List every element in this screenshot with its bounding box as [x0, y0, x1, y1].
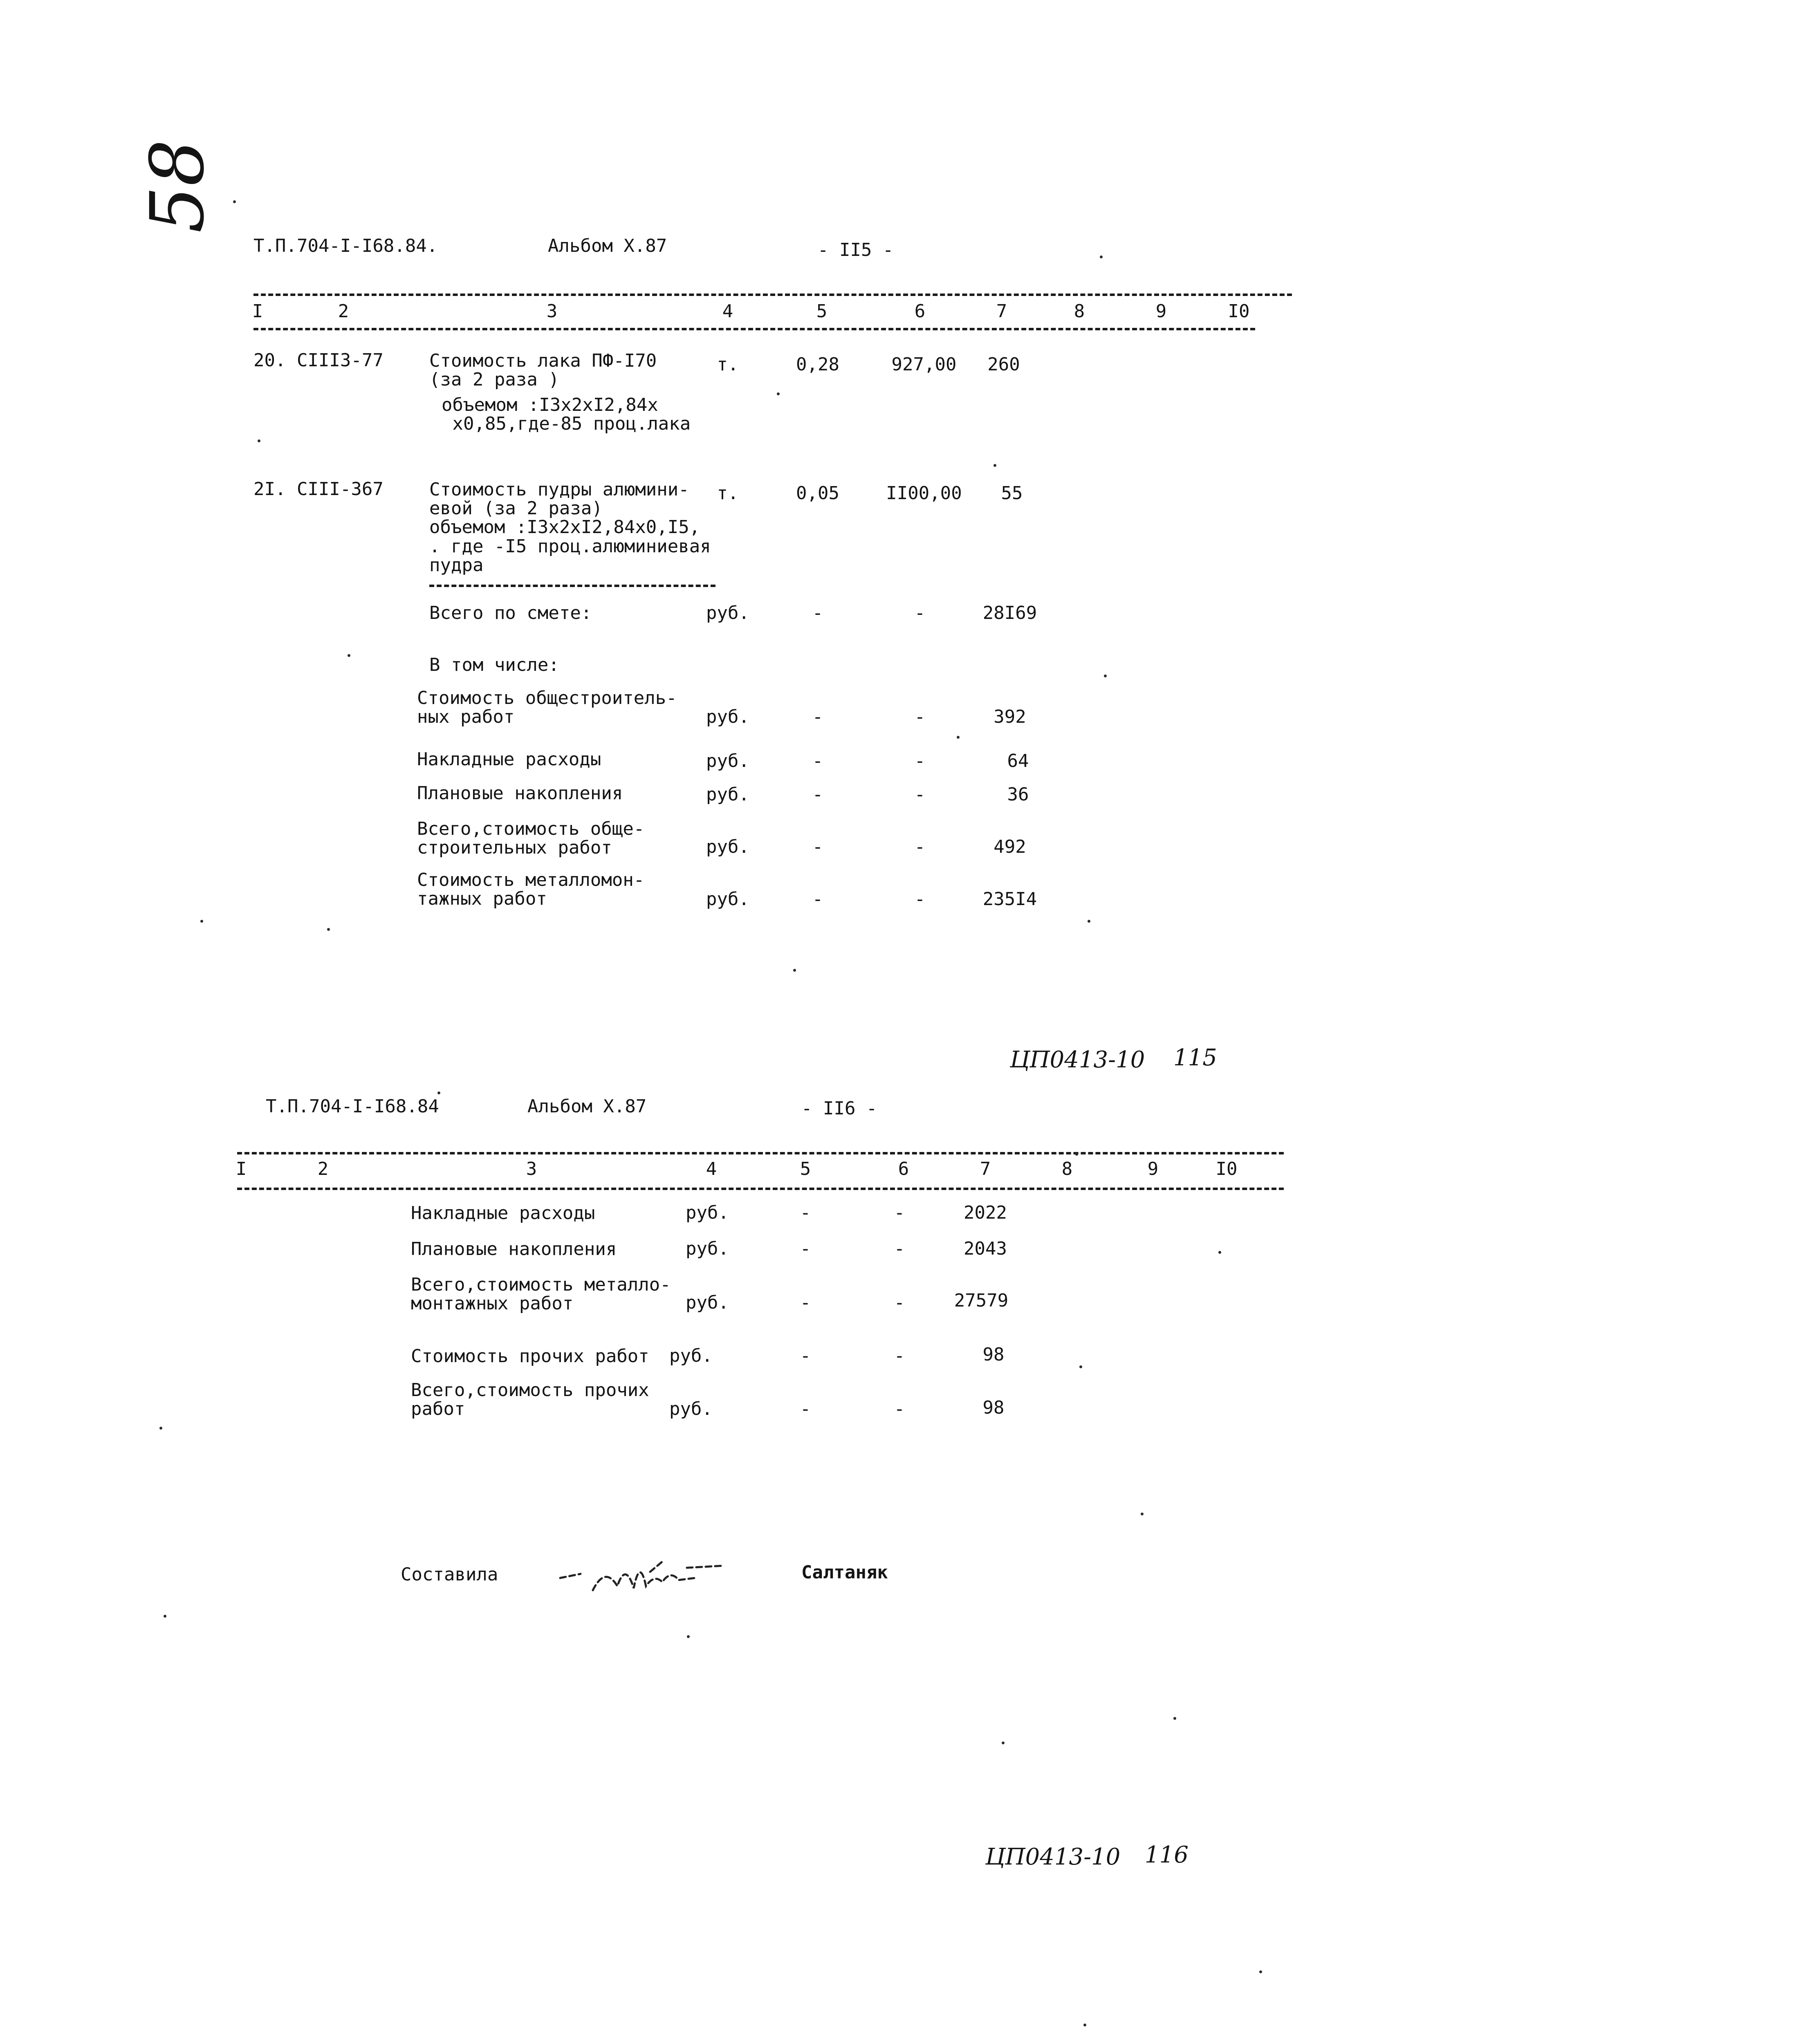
doc-code: Т.П.704-I-I68.84 [266, 1096, 439, 1117]
speck [233, 200, 236, 203]
item-sum: 260 [987, 354, 1020, 375]
column-header: I [235, 1159, 247, 1179]
speck [1079, 1365, 1082, 1368]
item-description: Стоимость пудры алюмини- евой (за 2 раза) объемом :I3x2xI2,84x0,I5, . где -I5 проц.алюминиевая пудра [429, 479, 711, 576]
total-label: Всего по смете: [429, 603, 592, 623]
row-price: - [914, 706, 926, 727]
item-unit: т. [717, 354, 739, 375]
row-unit: руб. [686, 1202, 729, 1223]
item-price: II00,00 [886, 483, 962, 504]
row-qty: - [800, 1202, 811, 1223]
archive-stamp-code: ЦП0413-10 [985, 1844, 1121, 1870]
row-unit: руб. [706, 751, 749, 771]
row-unit: руб. [686, 1238, 729, 1259]
row-label: Стоимость прочих работ [411, 1346, 649, 1367]
column-header: 5 [800, 1159, 811, 1179]
speck [777, 392, 780, 395]
speck [258, 439, 260, 442]
column-header: I0 [1215, 1159, 1238, 1179]
row-qty: - [812, 836, 823, 857]
row-label: Стоимость металломон- тажных работ [417, 870, 645, 910]
row-sum: 392 [993, 706, 1026, 727]
table-rule-top [237, 1152, 1284, 1154]
column-header: 2 [338, 301, 349, 322]
column-header: 3 [546, 301, 558, 322]
column-header: 2 [317, 1159, 329, 1179]
speck [1002, 1741, 1005, 1744]
row-qty: - [800, 1399, 811, 1419]
speck [1104, 675, 1107, 677]
speck [993, 464, 996, 467]
row-unit: руб. [669, 1345, 713, 1366]
subtotal-rule [429, 585, 715, 587]
item-unit: т. [717, 483, 739, 504]
speck [159, 1427, 162, 1430]
row-price: - [914, 784, 926, 805]
item-number: 2I. CIII-367 [253, 479, 383, 500]
item-volume: объемом :I3x2xI2,84x x0,85,где-85 проц.лака [442, 394, 691, 435]
column-header: I0 [1228, 301, 1250, 322]
table-rule-top [253, 294, 1292, 296]
row-qty: - [800, 1292, 811, 1313]
signature-name: Салтаняк [801, 1562, 888, 1583]
item-quantity: 0,28 [796, 354, 839, 375]
row-unit: руб. [706, 889, 749, 910]
archive-stamp-code: ЦП0413-10 [1010, 1047, 1145, 1073]
total-qty: - [812, 603, 823, 623]
row-price: - [894, 1292, 905, 1313]
signature-label: Составила [401, 1564, 498, 1585]
row-label: Накладные расходы [411, 1203, 595, 1224]
speck [327, 928, 330, 931]
column-header: 9 [1147, 1159, 1159, 1179]
speck [1075, 1153, 1078, 1156]
speck [1100, 256, 1103, 258]
row-sum: 492 [993, 836, 1026, 857]
row-label: Стоимость общестроитель- ных работ [417, 688, 677, 728]
row-price: - [914, 889, 926, 910]
row-qty: - [812, 889, 823, 910]
row-sum: 98 [982, 1397, 1005, 1418]
column-header: 7 [996, 301, 1007, 322]
including-label: В том числе: [429, 654, 559, 675]
column-header: 9 [1155, 301, 1167, 322]
column-header: I [252, 301, 263, 322]
row-sum: 64 [1007, 751, 1029, 771]
row-price: - [914, 836, 926, 857]
row-qty: - [812, 706, 823, 727]
row-sum: 2043 [964, 1238, 1007, 1259]
speck [1141, 1513, 1144, 1515]
total-price: - [914, 603, 926, 623]
row-price: - [894, 1345, 905, 1366]
row-qty: - [800, 1238, 811, 1259]
item-price: 927,00 [891, 354, 957, 375]
row-unit: руб. [706, 836, 749, 857]
archive-stamp-number: 115 [1173, 1044, 1217, 1071]
column-header: 4 [706, 1159, 717, 1179]
column-header: 4 [722, 301, 733, 322]
album-label: Альбом X.87 [548, 235, 667, 256]
row-price: - [894, 1238, 905, 1259]
row-unit: руб. [669, 1399, 713, 1419]
row-unit: руб. [706, 784, 749, 805]
speck [200, 920, 203, 923]
table-rule-header [253, 328, 1255, 330]
row-price: - [894, 1399, 905, 1419]
column-header: 8 [1061, 1159, 1073, 1179]
row-price: - [894, 1202, 905, 1223]
speck [687, 1635, 690, 1638]
column-header: 8 [1074, 301, 1085, 322]
row-sum: 2022 [964, 1202, 1007, 1223]
speck [793, 969, 796, 972]
item-number: 20. CIII3-77 [253, 350, 383, 371]
speck [1259, 1970, 1262, 1973]
total-sum: 28I69 [982, 603, 1037, 623]
row-sum: 36 [1007, 784, 1029, 805]
margin-page-mark: 58 [135, 139, 220, 233]
item-sum: 55 [1001, 483, 1023, 504]
row-label: Всего,стоимость металло- монтажных работ [411, 1274, 671, 1314]
album-label: Альбом X.87 [527, 1096, 647, 1117]
column-header: 6 [898, 1159, 909, 1179]
row-qty: - [812, 784, 823, 805]
row-qty: - [800, 1345, 811, 1366]
speck [164, 1615, 166, 1618]
page-number: - II5 - [818, 240, 894, 260]
archive-stamp-number: 116 [1145, 1842, 1189, 1868]
row-sum: 98 [982, 1344, 1005, 1365]
row-price: - [914, 751, 926, 771]
speck [1173, 1717, 1176, 1720]
speck [437, 1091, 440, 1094]
row-sum: 27579 [954, 1290, 1009, 1311]
row-label: Всего,стоимость прочих работ [411, 1380, 649, 1420]
page-number: - II6 - [801, 1098, 877, 1119]
speck [1088, 920, 1090, 923]
row-sum: 235I4 [982, 889, 1037, 910]
speck [957, 736, 960, 739]
item-quantity: 0,05 [796, 483, 839, 504]
row-label: Накладные расходы [417, 749, 601, 770]
row-unit: руб. [686, 1292, 729, 1313]
row-label: Плановые накопления [417, 783, 623, 804]
speck [1218, 1251, 1221, 1254]
table-rule-header [237, 1188, 1284, 1190]
speck [348, 654, 350, 657]
signature-scribble [556, 1549, 728, 1602]
column-header: 5 [816, 301, 827, 322]
speck [1083, 2024, 1086, 2026]
doc-code: Т.П.704-I-I68.84. [253, 235, 438, 256]
item-description: Стоимость лака ПФ-I70 (за 2 раза ) [429, 350, 657, 390]
row-label: Всего,стоимость обще- строительных работ [417, 818, 645, 858]
total-unit: руб. [706, 603, 749, 623]
column-header: 6 [914, 301, 926, 322]
column-header: 7 [980, 1159, 991, 1179]
row-label: Плановые накопления [411, 1239, 617, 1260]
row-unit: руб. [706, 706, 749, 727]
row-qty: - [812, 751, 823, 771]
column-header: 3 [526, 1159, 537, 1179]
